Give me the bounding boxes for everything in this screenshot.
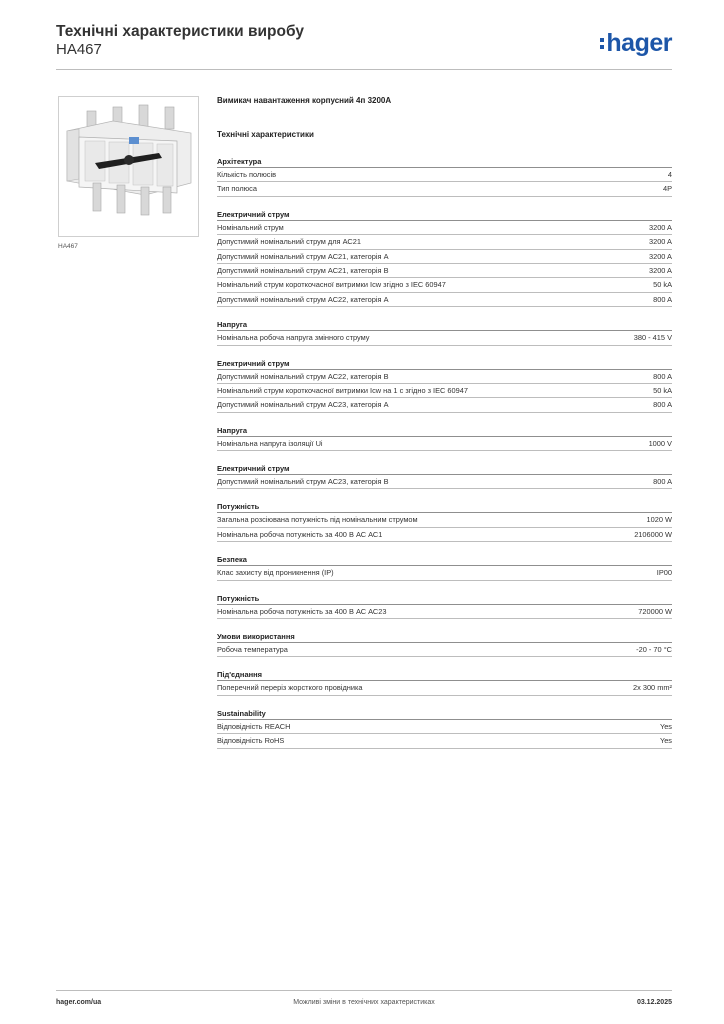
spec-row: [217, 475, 672, 489]
section-title: Потужність: [217, 501, 672, 513]
spec-label: Допустимий номінальний струм АС23, категорія А: [217, 400, 389, 410]
footer-website-link[interactable]: hager.com/ua: [56, 999, 102, 1006]
spec-row: [217, 168, 672, 182]
switch-disconnector-image: [59, 97, 198, 236]
spec-value: 380 - 415 V: [633, 333, 672, 343]
product-code: HA467: [56, 41, 102, 58]
footer-notice: Можливі зміни в технічних характеристиках: [293, 999, 435, 1006]
image-caption: HA467: [58, 243, 78, 250]
spec-value: 50 kA: [653, 385, 672, 395]
spec-label: Клас захисту від проникнення (IP): [217, 568, 334, 578]
spec-row: [217, 720, 672, 734]
spec-row: [217, 437, 672, 451]
section-title: Sustainability: [217, 708, 672, 720]
spec-row: [217, 250, 672, 264]
section-title: Потужність: [217, 593, 672, 605]
spec-row: [217, 528, 672, 542]
spec-section: [217, 593, 672, 619]
spec-value: 4: [667, 170, 672, 179]
spec-label: Поперечний переріз жорсткого провідника: [217, 683, 363, 693]
section-title: Електричний струм: [217, 463, 672, 475]
spec-label: Кількість полюсів: [217, 170, 277, 179]
spec-value: 800 A: [653, 371, 672, 381]
spec-value: Yes: [659, 721, 672, 731]
spec-label: Робоча температура: [217, 645, 288, 655]
spec-label: Загальна розсіювана потужність під номінальним струмом: [217, 515, 418, 525]
spec-row: [217, 293, 672, 307]
spec-row: [217, 398, 672, 412]
spec-row: [217, 681, 672, 695]
spec-value: 800 A: [653, 294, 672, 304]
spec-row: [217, 221, 672, 235]
spec-value: 2106000 W: [634, 529, 672, 539]
spec-content: [217, 96, 672, 749]
spec-label: Номінальна робоча потужність за 400 В АС АС23: [217, 606, 387, 616]
product-title: Вимикач навантаження корпусний 4п 3200А: [217, 96, 392, 105]
section-title: Безпека: [217, 554, 672, 566]
spec-section: [217, 708, 672, 749]
section-title: Архітектура: [217, 156, 672, 168]
page-title: Технічні характеристики виробу: [56, 23, 304, 40]
section-title: Умови використання: [217, 631, 672, 643]
spec-value: 3200 A: [648, 222, 672, 232]
spec-section: [217, 319, 672, 345]
spec-label: Номінальний струм короткочасної витримки Icw згідно з IEC 60947: [217, 280, 446, 290]
spec-label: Відповідність RoHS: [217, 736, 285, 746]
section-title: Електричний струм: [217, 358, 672, 370]
spec-row: [217, 734, 672, 748]
spec-value: 4P: [662, 184, 672, 194]
section-title: Електричний струм: [217, 209, 672, 221]
spec-label: Допустимий номінальний струм АС21, категорія В: [217, 265, 389, 275]
spec-section: [217, 501, 672, 542]
spec-value: 3200 A: [648, 265, 672, 275]
spec-row: [217, 235, 672, 249]
spec-row: [217, 384, 672, 398]
footer-date: 03.12.2025: [636, 999, 672, 1006]
spec-label: Допустимий номінальний струм АС21, категорія А: [217, 251, 389, 261]
section-title: Під'єднання: [217, 669, 672, 681]
page-footer: [56, 990, 672, 1012]
spec-value: IP00: [656, 568, 672, 578]
spec-value: 1020 W: [646, 515, 672, 525]
spec-label: Допустимий номінальний струм АС22, категорія В: [217, 371, 389, 381]
spec-section: [217, 425, 672, 451]
spec-section: [217, 209, 672, 307]
spec-label: Номінальна робоча напруга змінного струму: [217, 333, 370, 343]
spec-value: 1000 V: [648, 438, 672, 448]
spec-section: [217, 463, 672, 489]
spec-row: [217, 182, 672, 196]
spec-label: Номінальний струм короткочасної витримки Icw на 1 с згідно з IEC 60947: [217, 385, 468, 395]
spec-value: 2x 300 mm²: [632, 683, 672, 693]
spec-section: [217, 631, 672, 657]
spec-value: 3200 A: [648, 251, 672, 261]
spec-label: Допустимий номінальний струм АС23, категорія В: [217, 477, 389, 487]
spec-value: 50 kA: [653, 280, 672, 290]
spec-row: [217, 331, 672, 345]
hager-logo[interactable]: [600, 28, 672, 58]
spec-row: [217, 264, 672, 278]
spec-section: [217, 554, 672, 580]
spec-value: 800 A: [653, 477, 672, 487]
spec-row: [217, 278, 672, 292]
spec-value: 800 A: [653, 400, 672, 410]
spec-section: [217, 358, 672, 413]
specs-heading: Технічні характеристики: [217, 130, 314, 139]
spec-section: [217, 156, 672, 197]
spec-sections: [217, 156, 672, 749]
spec-row: [217, 605, 672, 619]
section-title: Напруга: [217, 319, 672, 331]
page-header: [56, 20, 672, 70]
spec-row: [217, 513, 672, 527]
logo-dots-icon: [600, 38, 604, 49]
spec-label: Відповідність REACH: [217, 721, 291, 731]
spec-label: Допустимий номінальний струм для АС21: [217, 237, 361, 247]
spec-value: -20 - 70 °C: [636, 645, 672, 655]
spec-label: Номінальна напруга ізоляції Ui: [217, 438, 323, 448]
spec-label: Тип полюса: [217, 184, 257, 194]
spec-section: [217, 669, 672, 695]
spec-row: [217, 566, 672, 580]
spec-label: Допустимий номінальний струм АС22, категорія А: [217, 294, 389, 304]
section-title: Напруга: [217, 425, 672, 437]
logo-text: hager: [606, 29, 672, 57]
spec-row: [217, 643, 672, 657]
spec-value: 3200 A: [648, 237, 672, 247]
spec-label: Номінальна робоча потужність за 400 В АС АС1: [217, 529, 383, 539]
product-image: [58, 96, 199, 237]
spec-value: 720000 W: [638, 606, 672, 616]
spec-label: Номінальний струм: [217, 222, 284, 232]
spec-row: [217, 370, 672, 384]
spec-value: Yes: [659, 736, 672, 746]
